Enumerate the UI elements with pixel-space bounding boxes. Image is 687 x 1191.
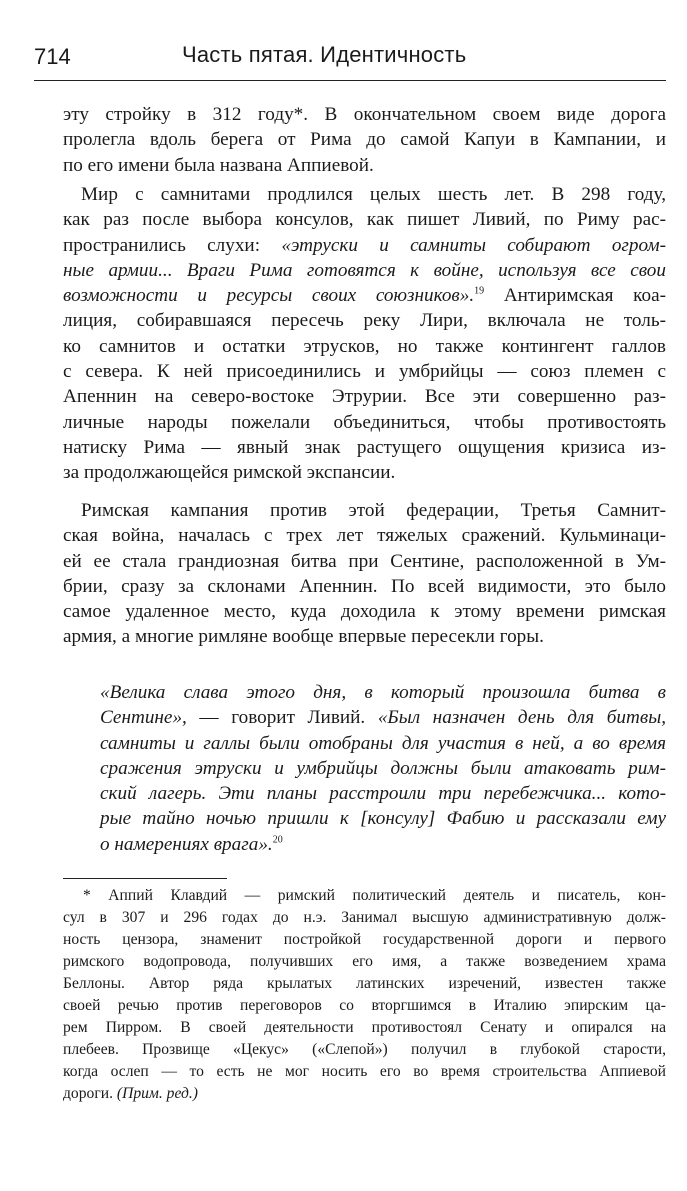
quote-run: Сентине», — [100, 707, 187, 729]
footnote-rule — [63, 878, 227, 879]
quote-line — [100, 832, 666, 857]
running-title: Часть пятая. Идентичность — [182, 42, 467, 67]
footnote-line — [63, 1083, 666, 1105]
footnote-line: римского водопровода, получивших его имя, а также возведением храма — [63, 953, 666, 970]
text-line: с севера. К ней присоединились и умбрийцы — союз племен с — [63, 361, 666, 383]
text-line: лиция, собиравшаяся пересечь реку Лири, включала не толь- — [63, 310, 666, 332]
text-line: ская война, началась с трех лет тяжелых сражений. Кульминаци- — [63, 525, 666, 547]
header-rule — [34, 80, 666, 81]
text-run: дороги. — [63, 1085, 117, 1102]
livy-quote-line: ные армии... Враги Рима готовятся к войне, используя все свои — [63, 259, 666, 281]
text-run: пространились слухи: — [63, 234, 282, 256]
quote-line: «Велика слава этого дня, в который произошла битва в — [100, 682, 666, 703]
text-line: пролегла вдоль берега от Рима до самой Капуи в Кампании, и — [63, 129, 666, 151]
text-line: личные народы пожелали объединиться, чтобы противостоять — [63, 411, 666, 433]
quote-line: самниты и галлы были отобраны для участия в ней, а во время — [100, 732, 666, 754]
text-line: по его имени была названа Аппиевой. — [63, 154, 374, 176]
paragraph-2 — [63, 182, 666, 486]
livy-quote-run: «этруски и самниты собирают огром- — [281, 234, 666, 256]
text-line: брии, сразу за склонами Апеннин. По всей видимости, это было — [63, 575, 666, 597]
quote-line: ский лагерь. Эти планы расстроили три перебежчика... кото- — [100, 783, 666, 805]
text-line: армия, а многие римляне вообще впервые пересекли горы. — [63, 626, 544, 648]
attribution-run: — говорит Ливий. — [186, 707, 378, 729]
text-line: Мир с самнитами продлился целых шесть лет. В 298 году, — [81, 184, 666, 205]
text-line: как раз после выбора консулов, как пишет Ливий, по Риму рас- — [63, 209, 666, 231]
quote-line: сражения этруски и умбрийцы должны были атаковать рим- — [100, 757, 666, 779]
footnote — [63, 885, 666, 1105]
footnote-line: рем Пирром. В своей деятельности противостоял Сенату и опирался на — [63, 1019, 666, 1036]
text-run: Антиримская коа- — [484, 285, 666, 307]
livy-quote-run: возможности и ресурсы своих союзников». — [63, 285, 475, 307]
paragraph-1 — [63, 102, 666, 178]
text-line: натиску Рима — явный знак растущего ощущения кризиса из- — [63, 436, 666, 458]
text-line: за продолжающейся римской экспансии. — [63, 462, 396, 484]
quote-line: рые тайно ночью пришли к [консулу] Фабию и рассказали ему — [100, 808, 666, 830]
footnote-ref-19: 19 — [474, 285, 485, 297]
text-line: эту стройку в 312 году*. В окончательном своем виде дорога — [63, 104, 666, 125]
page-number: 714 — [34, 44, 71, 69]
footnote-line: своей речью против переговоров со вторгшимся в Италию эпирским ца- — [63, 997, 666, 1014]
paragraph-3 — [63, 498, 666, 650]
page-header — [34, 38, 666, 80]
quote-line — [100, 705, 666, 730]
text-line: Римская кампания против этой федерации, Третья Самнит- — [81, 500, 666, 521]
block-quote — [100, 680, 666, 857]
footnote-line: Беллоны. Автор ряда крылатых латинских изречений, известен также — [63, 975, 666, 992]
text-line — [63, 233, 666, 258]
footnote-ref-20: 20 — [272, 834, 283, 846]
footnote-line: ность цензора, знаменит постройкой государственной дороги и первого — [63, 931, 666, 948]
footnote-line: плебеев. Прозвище «Цекус» («Слепой») получил в глубокой старости, — [63, 1041, 666, 1058]
quote-run: «Был назначен день для битвы, — [377, 707, 666, 729]
footnote-line: * Аппий Клавдий — римский политический деятель и писатель, кон- — [83, 887, 666, 904]
editor-note: (Прим. ред.) — [116, 1085, 198, 1102]
text-line — [63, 283, 666, 308]
quote-run: о намерениях врага». — [100, 833, 273, 855]
text-line: ей ее стала грандиозная битва при Сентине, расположенной в Ум- — [63, 550, 666, 572]
footnote-line: когда ослеп — то есть не мог носить его во время строительства Аппиевой — [63, 1063, 666, 1080]
text-line: ко самнитов и остатки этрусков, но также контингент галлов — [63, 335, 666, 357]
text-line: самое удаленное место, куда доходила к этому времени римская — [63, 601, 666, 623]
text-line: Апеннин на северо-востоке Этрурии. Все эти совершенно раз- — [63, 386, 666, 408]
footnote-line: сул в 307 и 296 годах до н.э. Занимал высшую административную долж- — [63, 909, 666, 926]
